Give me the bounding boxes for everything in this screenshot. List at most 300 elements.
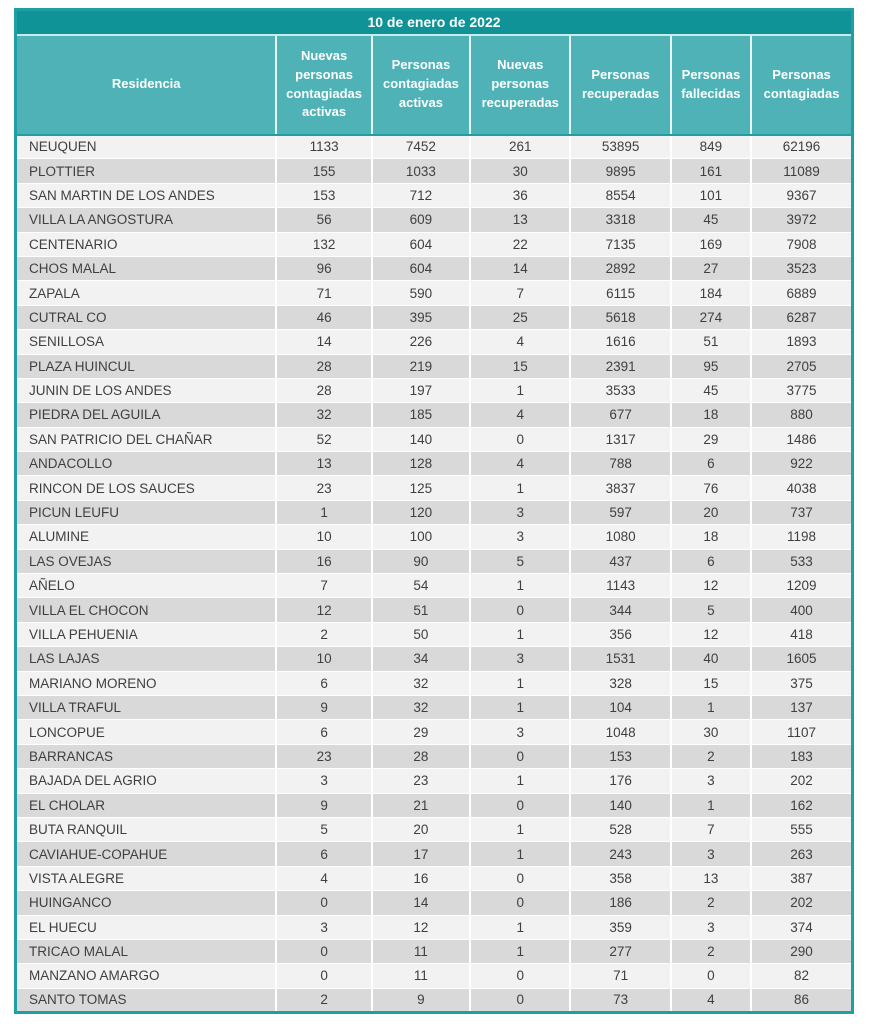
- value-cell: 1143: [570, 574, 670, 598]
- value-cell: 7908: [751, 232, 852, 256]
- table-row: [16, 232, 853, 256]
- table-row: [16, 842, 853, 866]
- value-cell: 23: [276, 476, 371, 500]
- value-cell: 1: [470, 695, 570, 719]
- value-cell: 137: [751, 695, 852, 719]
- value-cell: 5: [276, 817, 371, 841]
- value-cell: 1486: [751, 427, 852, 451]
- value-cell: 10: [276, 647, 371, 671]
- value-cell: 6: [276, 842, 371, 866]
- column-header: Personas contagiadas activas: [372, 35, 470, 135]
- value-cell: 597: [570, 500, 670, 524]
- value-cell: 677: [570, 403, 670, 427]
- value-cell: 36: [470, 183, 570, 207]
- residencia-cell: PICUN LEUFU: [16, 500, 277, 524]
- table-row: [16, 622, 853, 646]
- value-cell: 50: [372, 622, 470, 646]
- value-cell: 1080: [570, 525, 670, 549]
- value-cell: 0: [276, 939, 371, 963]
- value-cell: 3: [276, 769, 371, 793]
- column-header: Personas contagiadas: [751, 35, 852, 135]
- value-cell: 20: [671, 500, 751, 524]
- value-cell: 6: [276, 720, 371, 744]
- table-row: [16, 378, 853, 402]
- value-cell: 14: [276, 330, 371, 354]
- value-cell: 1048: [570, 720, 670, 744]
- value-cell: 82: [751, 964, 852, 988]
- value-cell: 3837: [570, 476, 670, 500]
- value-cell: 555: [751, 817, 852, 841]
- value-cell: 7135: [570, 232, 670, 256]
- value-cell: 12: [372, 915, 470, 939]
- table-row: [16, 525, 853, 549]
- table-row: [16, 671, 853, 695]
- value-cell: 604: [372, 256, 470, 280]
- residencia-cell: VILLA LA ANGOSTURA: [16, 208, 277, 232]
- value-cell: 18: [671, 525, 751, 549]
- value-cell: 328: [570, 671, 670, 695]
- value-cell: 6: [276, 671, 371, 695]
- value-cell: 161: [671, 159, 751, 183]
- value-cell: 0: [470, 964, 570, 988]
- value-cell: 1: [276, 500, 371, 524]
- value-cell: 737: [751, 500, 852, 524]
- value-cell: 62196: [751, 135, 852, 159]
- value-cell: 4: [671, 988, 751, 1012]
- residencia-cell: AÑELO: [16, 574, 277, 598]
- value-cell: 73: [570, 988, 670, 1012]
- column-header-row: [16, 35, 853, 135]
- value-cell: 1198: [751, 525, 852, 549]
- value-cell: 76: [671, 476, 751, 500]
- value-cell: 71: [570, 964, 670, 988]
- value-cell: 27: [671, 256, 751, 280]
- value-cell: 849: [671, 135, 751, 159]
- table-row: [16, 817, 853, 841]
- value-cell: 2705: [751, 354, 852, 378]
- value-cell: 375: [751, 671, 852, 695]
- value-cell: 56: [276, 208, 371, 232]
- value-cell: 1033: [372, 159, 470, 183]
- value-cell: 1133: [276, 135, 371, 159]
- residencia-cell: LAS LAJAS: [16, 647, 277, 671]
- value-cell: 29: [671, 427, 751, 451]
- value-cell: 8554: [570, 183, 670, 207]
- value-cell: 219: [372, 354, 470, 378]
- value-cell: 15: [470, 354, 570, 378]
- value-cell: 32: [372, 671, 470, 695]
- value-cell: 290: [751, 939, 852, 963]
- value-cell: 34: [372, 647, 470, 671]
- value-cell: 1531: [570, 647, 670, 671]
- table-row: [16, 452, 853, 476]
- value-cell: 153: [276, 183, 371, 207]
- value-cell: 169: [671, 232, 751, 256]
- value-cell: 9895: [570, 159, 670, 183]
- residencia-cell: SANTO TOMAS: [16, 988, 277, 1012]
- value-cell: 1: [470, 671, 570, 695]
- value-cell: 7: [470, 281, 570, 305]
- value-cell: 1: [470, 574, 570, 598]
- value-cell: 3: [470, 720, 570, 744]
- value-cell: 261: [470, 135, 570, 159]
- residencia-cell: PLOTTIER: [16, 159, 277, 183]
- value-cell: 132: [276, 232, 371, 256]
- residencia-cell: JUNIN DE LOS ANDES: [16, 378, 277, 402]
- value-cell: 1: [470, 378, 570, 402]
- value-cell: 28: [276, 354, 371, 378]
- value-cell: 3: [470, 647, 570, 671]
- value-cell: 6287: [751, 305, 852, 329]
- value-cell: 243: [570, 842, 670, 866]
- value-cell: 17: [372, 842, 470, 866]
- table-row: [16, 695, 853, 719]
- value-cell: 1: [470, 622, 570, 646]
- value-cell: 10: [276, 525, 371, 549]
- value-cell: 609: [372, 208, 470, 232]
- value-cell: 120: [372, 500, 470, 524]
- value-cell: 277: [570, 939, 670, 963]
- value-cell: 374: [751, 915, 852, 939]
- value-cell: 12: [671, 622, 751, 646]
- value-cell: 1: [470, 915, 570, 939]
- table-row: [16, 403, 853, 427]
- value-cell: 1616: [570, 330, 670, 354]
- value-cell: 23: [372, 769, 470, 793]
- value-cell: 184: [671, 281, 751, 305]
- value-cell: 2: [671, 891, 751, 915]
- value-cell: 0: [276, 964, 371, 988]
- value-cell: 13: [671, 866, 751, 890]
- table-row: [16, 183, 853, 207]
- value-cell: 1605: [751, 647, 852, 671]
- value-cell: 0: [470, 793, 570, 817]
- table-row: [16, 549, 853, 573]
- value-cell: 0: [470, 598, 570, 622]
- table-title: 10 de enero de 2022: [16, 10, 853, 35]
- table-row: [16, 647, 853, 671]
- value-cell: 186: [570, 891, 670, 915]
- value-cell: 12: [671, 574, 751, 598]
- table-row: [16, 866, 853, 890]
- value-cell: 263: [751, 842, 852, 866]
- value-cell: 54: [372, 574, 470, 598]
- table-row: [16, 281, 853, 305]
- value-cell: 3: [470, 525, 570, 549]
- value-cell: 437: [570, 549, 670, 573]
- value-cell: 14: [372, 891, 470, 915]
- table-row: [16, 159, 853, 183]
- table-row: [16, 769, 853, 793]
- value-cell: 344: [570, 598, 670, 622]
- value-cell: 880: [751, 403, 852, 427]
- value-cell: 28: [276, 378, 371, 402]
- value-cell: 162: [751, 793, 852, 817]
- value-cell: 9: [276, 793, 371, 817]
- value-cell: 90: [372, 549, 470, 573]
- residencia-cell: VILLA PEHUENIA: [16, 622, 277, 646]
- table-row: [16, 354, 853, 378]
- residencia-cell: PIEDRA DEL AGUILA: [16, 403, 277, 427]
- value-cell: 0: [470, 988, 570, 1012]
- table-row: [16, 598, 853, 622]
- residencia-cell: CHOS MALAL: [16, 256, 277, 280]
- value-cell: 2: [276, 622, 371, 646]
- value-cell: 604: [372, 232, 470, 256]
- residencia-cell: EL HUECU: [16, 915, 277, 939]
- value-cell: 0: [470, 744, 570, 768]
- value-cell: 2: [671, 744, 751, 768]
- table-row: [16, 939, 853, 963]
- value-cell: 3972: [751, 208, 852, 232]
- value-cell: 32: [276, 403, 371, 427]
- table-row: [16, 427, 853, 451]
- residencia-cell: NEUQUEN: [16, 135, 277, 159]
- value-cell: 6889: [751, 281, 852, 305]
- value-cell: 1: [470, 769, 570, 793]
- value-cell: 183: [751, 744, 852, 768]
- residencia-cell: SAN MARTIN DE LOS ANDES: [16, 183, 277, 207]
- value-cell: 7: [276, 574, 371, 598]
- covid-report-table-figure: [14, 8, 854, 1014]
- value-cell: 3: [671, 769, 751, 793]
- value-cell: 155: [276, 159, 371, 183]
- table-row: [16, 476, 853, 500]
- value-cell: 1: [470, 842, 570, 866]
- value-cell: 1: [470, 939, 570, 963]
- value-cell: 28: [372, 744, 470, 768]
- value-cell: 16: [276, 549, 371, 573]
- value-cell: 23: [276, 744, 371, 768]
- residencia-cell: CAVIAHUE-COPAHUE: [16, 842, 277, 866]
- value-cell: 101: [671, 183, 751, 207]
- column-header: Nuevas personas contagiadas activas: [276, 35, 371, 135]
- value-cell: 387: [751, 866, 852, 890]
- value-cell: 6: [671, 549, 751, 573]
- value-cell: 3533: [570, 378, 670, 402]
- residencia-cell: RINCON DE LOS SAUCES: [16, 476, 277, 500]
- value-cell: 11: [372, 939, 470, 963]
- value-cell: 3: [276, 915, 371, 939]
- value-cell: 125: [372, 476, 470, 500]
- value-cell: 788: [570, 452, 670, 476]
- value-cell: 4: [470, 452, 570, 476]
- residencia-cell: SENILLOSA: [16, 330, 277, 354]
- value-cell: 1: [470, 817, 570, 841]
- covid-table: [14, 8, 854, 1014]
- table-row: [16, 305, 853, 329]
- value-cell: 2892: [570, 256, 670, 280]
- value-cell: 3: [470, 500, 570, 524]
- value-cell: 0: [470, 427, 570, 451]
- value-cell: 2: [671, 939, 751, 963]
- value-cell: 4038: [751, 476, 852, 500]
- column-header: Nuevas personas recuperadas: [470, 35, 570, 135]
- value-cell: 202: [751, 769, 852, 793]
- value-cell: 197: [372, 378, 470, 402]
- value-cell: 30: [671, 720, 751, 744]
- value-cell: 1317: [570, 427, 670, 451]
- value-cell: 1: [470, 476, 570, 500]
- value-cell: 226: [372, 330, 470, 354]
- value-cell: 1: [671, 695, 751, 719]
- value-cell: 20: [372, 817, 470, 841]
- value-cell: 52: [276, 427, 371, 451]
- table-row: [16, 915, 853, 939]
- value-cell: 202: [751, 891, 852, 915]
- value-cell: 12: [276, 598, 371, 622]
- value-cell: 358: [570, 866, 670, 890]
- residencia-cell: SAN PATRICIO DEL CHAÑAR: [16, 427, 277, 451]
- value-cell: 4: [470, 330, 570, 354]
- value-cell: 140: [570, 793, 670, 817]
- value-cell: 51: [671, 330, 751, 354]
- value-cell: 32: [372, 695, 470, 719]
- value-cell: 25: [470, 305, 570, 329]
- value-cell: 4: [276, 866, 371, 890]
- residencia-cell: HUINGANCO: [16, 891, 277, 915]
- value-cell: 30: [470, 159, 570, 183]
- value-cell: 13: [470, 208, 570, 232]
- residencia-cell: CUTRAL CO: [16, 305, 277, 329]
- value-cell: 16: [372, 866, 470, 890]
- title-row: [16, 10, 853, 35]
- value-cell: 96: [276, 256, 371, 280]
- residencia-cell: TRICAO MALAL: [16, 939, 277, 963]
- value-cell: 22: [470, 232, 570, 256]
- value-cell: 533: [751, 549, 852, 573]
- value-cell: 53895: [570, 135, 670, 159]
- value-cell: 104: [570, 695, 670, 719]
- value-cell: 3: [671, 915, 751, 939]
- value-cell: 1893: [751, 330, 852, 354]
- residencia-cell: EL CHOLAR: [16, 793, 277, 817]
- value-cell: 128: [372, 452, 470, 476]
- residencia-cell: BUTA RANQUIL: [16, 817, 277, 841]
- value-cell: 3: [671, 842, 751, 866]
- value-cell: 95: [671, 354, 751, 378]
- table-row: [16, 330, 853, 354]
- value-cell: 0: [671, 964, 751, 988]
- value-cell: 11: [372, 964, 470, 988]
- value-cell: 395: [372, 305, 470, 329]
- value-cell: 18: [671, 403, 751, 427]
- value-cell: 359: [570, 915, 670, 939]
- table-row: [16, 574, 853, 598]
- residencia-cell: ALUMINE: [16, 525, 277, 549]
- residencia-cell: VILLA EL CHOCON: [16, 598, 277, 622]
- value-cell: 45: [671, 208, 751, 232]
- residencia-cell: MARIANO MORENO: [16, 671, 277, 695]
- residencia-cell: VILLA TRAFUL: [16, 695, 277, 719]
- value-cell: 140: [372, 427, 470, 451]
- column-header: Personas recuperadas: [570, 35, 670, 135]
- value-cell: 71: [276, 281, 371, 305]
- residencia-cell: ANDACOLLO: [16, 452, 277, 476]
- value-cell: 14: [470, 256, 570, 280]
- value-cell: 7: [671, 817, 751, 841]
- value-cell: 712: [372, 183, 470, 207]
- value-cell: 9367: [751, 183, 852, 207]
- table-row: [16, 988, 853, 1012]
- value-cell: 0: [470, 866, 570, 890]
- table-row: [16, 208, 853, 232]
- residencia-cell: MANZANO AMARGO: [16, 964, 277, 988]
- table-row: [16, 964, 853, 988]
- value-cell: 100: [372, 525, 470, 549]
- value-cell: 21: [372, 793, 470, 817]
- value-cell: 5618: [570, 305, 670, 329]
- value-cell: 15: [671, 671, 751, 695]
- value-cell: 274: [671, 305, 751, 329]
- residencia-cell: LONCOPUE: [16, 720, 277, 744]
- residencia-cell: VISTA ALEGRE: [16, 866, 277, 890]
- value-cell: 46: [276, 305, 371, 329]
- column-header: Personas fallecidas: [671, 35, 751, 135]
- value-cell: 590: [372, 281, 470, 305]
- value-cell: 418: [751, 622, 852, 646]
- table-row: [16, 500, 853, 524]
- table-row: [16, 793, 853, 817]
- residencia-cell: ZAPALA: [16, 281, 277, 305]
- column-header: Residencia: [16, 35, 277, 135]
- value-cell: 51: [372, 598, 470, 622]
- table-row: [16, 256, 853, 280]
- value-cell: 86: [751, 988, 852, 1012]
- residencia-cell: BARRANCAS: [16, 744, 277, 768]
- table-row: [16, 744, 853, 768]
- value-cell: 3318: [570, 208, 670, 232]
- value-cell: 3775: [751, 378, 852, 402]
- value-cell: 528: [570, 817, 670, 841]
- value-cell: 5: [470, 549, 570, 573]
- value-cell: 153: [570, 744, 670, 768]
- value-cell: 1107: [751, 720, 852, 744]
- residencia-cell: BAJADA DEL AGRIO: [16, 769, 277, 793]
- table-row: [16, 891, 853, 915]
- value-cell: 2: [276, 988, 371, 1012]
- value-cell: 9: [276, 695, 371, 719]
- value-cell: 185: [372, 403, 470, 427]
- table-row: [16, 135, 853, 159]
- value-cell: 0: [470, 891, 570, 915]
- value-cell: 2391: [570, 354, 670, 378]
- value-cell: 6115: [570, 281, 670, 305]
- value-cell: 356: [570, 622, 670, 646]
- table-row: [16, 720, 853, 744]
- value-cell: 400: [751, 598, 852, 622]
- value-cell: 45: [671, 378, 751, 402]
- residencia-cell: CENTENARIO: [16, 232, 277, 256]
- value-cell: 4: [470, 403, 570, 427]
- value-cell: 1: [671, 793, 751, 817]
- value-cell: 0: [276, 891, 371, 915]
- value-cell: 11089: [751, 159, 852, 183]
- value-cell: 40: [671, 647, 751, 671]
- value-cell: 3523: [751, 256, 852, 280]
- value-cell: 13: [276, 452, 371, 476]
- value-cell: 7452: [372, 135, 470, 159]
- value-cell: 6: [671, 452, 751, 476]
- value-cell: 29: [372, 720, 470, 744]
- residencia-cell: LAS OVEJAS: [16, 549, 277, 573]
- value-cell: 1209: [751, 574, 852, 598]
- residencia-cell: PLAZA HUINCUL: [16, 354, 277, 378]
- value-cell: 9: [372, 988, 470, 1012]
- value-cell: 5: [671, 598, 751, 622]
- value-cell: 922: [751, 452, 852, 476]
- value-cell: 176: [570, 769, 670, 793]
